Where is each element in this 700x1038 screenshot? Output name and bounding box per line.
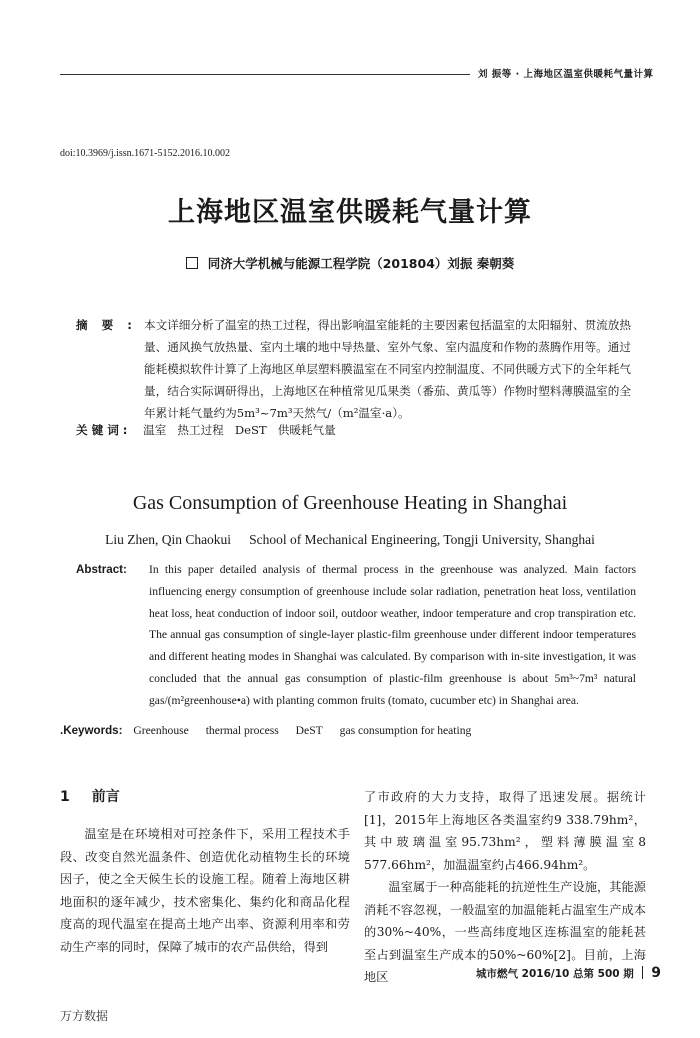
keywords-en-label: .Keywords: bbox=[60, 724, 123, 737]
section-heading bbox=[60, 786, 120, 806]
watermark: 万方数据 bbox=[60, 1009, 109, 1023]
title-en: Gas Consumption of Greenhouse Heating in Shanghai bbox=[132, 492, 568, 514]
author-affiliation-cn bbox=[0, 254, 700, 272]
abstract-cn-label: 摘要: bbox=[76, 318, 146, 332]
page-title: 上海地区温室供暖耗气量计算 bbox=[168, 197, 532, 228]
abstract-en bbox=[76, 559, 636, 712]
paragraph: 温室属于一种高能耗的抗逆性生产设施，其能源消耗不容忽视，一般温室的加温能耗占温室生产成本的30%~40%，一些高纬度地区连栋温室的能耗甚至占到温室生产成本的50%~60%[2]。目前，上海地区 bbox=[364, 880, 646, 984]
section-title: 前言 bbox=[91, 789, 120, 805]
keywords-en bbox=[60, 724, 485, 737]
running-header: 刘 振等 · 上海地区温室供暖耗气量计算 bbox=[478, 69, 654, 80]
square-bullet-icon bbox=[186, 257, 198, 269]
keyword-cn: 温室 bbox=[143, 423, 167, 437]
body-column-right bbox=[364, 786, 646, 989]
page-footer bbox=[476, 965, 661, 981]
keywords-cn-label: 关键词: bbox=[76, 423, 132, 437]
abstract-en-label: Abstract: bbox=[76, 563, 127, 576]
keyword-en: DeST bbox=[295, 724, 323, 737]
paragraph: 温室是在环境相对可控条件下，采用工程技术手段、改变自然光温条件、创造优化动植物生长的环境因子，使之全天候生长的设施工程。随着上海地区耕地面积的逐年减少，技术密集化、集约化和商品化程度高的现代温室在提高土地产出率、资源利用率和劳动生产率的同时，保障了城市的农产品供给，得到 bbox=[60, 827, 350, 954]
footer-divider bbox=[642, 966, 644, 979]
keyword-cn: 热工过程 bbox=[177, 423, 224, 437]
section-number: 1 bbox=[60, 789, 70, 805]
keyword-en: Greenhouse bbox=[133, 724, 189, 737]
body-column-left bbox=[60, 823, 350, 958]
author-en-names: Liu Zhen, Qin Chaokui bbox=[105, 532, 232, 547]
author-cn-text: 同济大学机械与能源工程学院（201804）刘振 秦朝葵 bbox=[207, 256, 515, 271]
header-rule bbox=[60, 74, 470, 75]
author-en bbox=[0, 532, 700, 548]
paragraph: 了市政府的大力支持，取得了迅速发展。据统计[1]，2015年上海地区各类温室约9 338.79hm²，其中玻璃温室95.73hm²，塑料薄膜温室8 577.66hm²，加温温室约占466.94hm²。 bbox=[364, 790, 646, 872]
page-number: 9 bbox=[651, 965, 661, 981]
keyword-en: gas consumption for heating bbox=[339, 724, 472, 737]
abstract-cn bbox=[76, 314, 636, 424]
keyword-en: thermal process bbox=[205, 724, 279, 737]
abstract-cn-text: 本文详细分析了温室的热工过程，得出影响温室能耗的主要因素包括温室的太阳辐射、贯流放热量、通风换气放热量、室内土壤的地中导热量、室外气象、室内温度和作物的蒸腾作用等。通过能耗模拟软件计算了上海地区单层塑料膜温室在不同室内控制温度、不同供暖方式下的全年耗气量，结合实际调研得出，上海地区在种植常见瓜果类（番茄、黄瓜等）作物时塑料薄膜温室的全年累计耗气量约为5m³~7m³天然气/（m²温室·a）。 bbox=[144, 318, 631, 420]
keyword-cn: DeST bbox=[234, 423, 267, 437]
doi: doi:10.3969/j.issn.1671-5152.2016.10.002 bbox=[60, 148, 231, 159]
keyword-cn: 供暖耗气量 bbox=[277, 423, 336, 437]
abstract-en-text: In this paper detailed analysis of thermal process in the greenhouse was analyzed. Main factors influencing energy consumption of greenhouse include solar radiation, penetration heat loss, ventilation heat loss, heat conduction of indoor soil, outdoor weather, indoor temperature and crop transpiration etc. The annual gas consumption of single-layer plastic-film greenhouse under different indoor temperatures and different heating modes in Shanghai was calculated. By comparison with in-site investigation, it was concluded that the annual gas consumption of plastic-film greenhouse is about 5m³~7m³ natural gas/(m²greenhouse•a) with planting common fruits (tomato, cucumber etc) in Shanghai area. bbox=[149, 563, 636, 707]
author-en-affiliation: School of Mechanical Engineering, Tongji University, Shanghai bbox=[249, 532, 595, 547]
journal-info: 城市燃气 2016/10 总第 500 期 bbox=[476, 968, 634, 980]
keywords-cn bbox=[76, 422, 336, 438]
